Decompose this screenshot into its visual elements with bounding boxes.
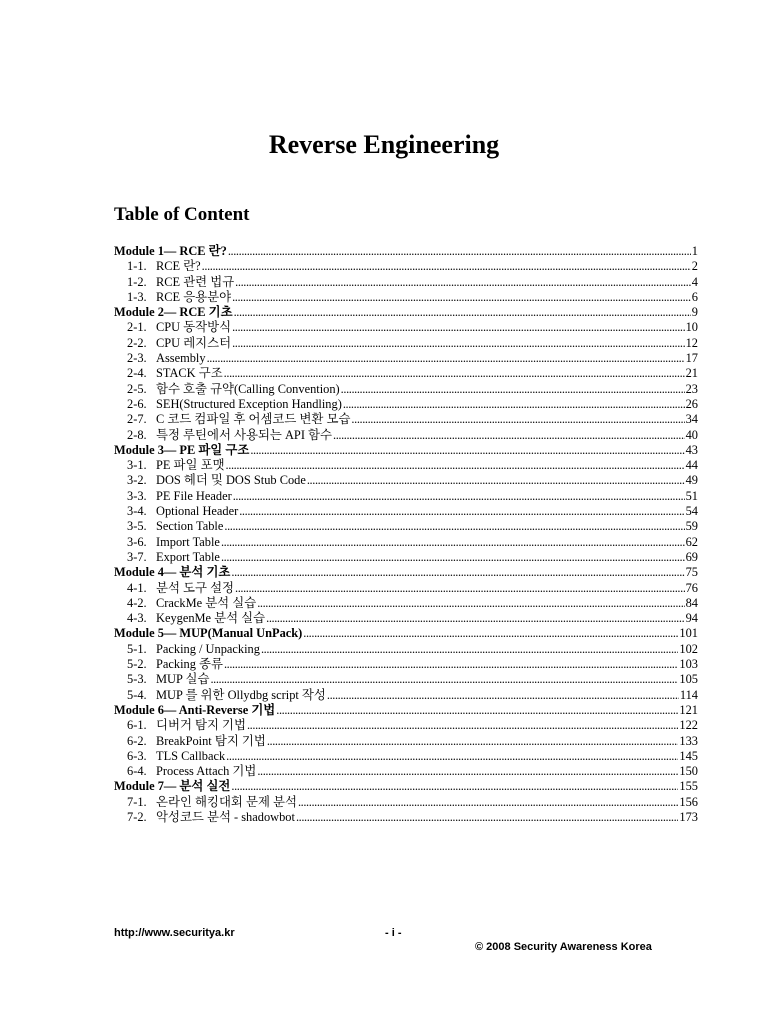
toc-page-number: 26 xyxy=(685,396,698,411)
toc-page-number: 150 xyxy=(679,764,698,779)
footer-copyright: © 2008 Security Awareness Korea xyxy=(475,941,652,953)
toc-entry-label: — Anti-Reverse 기법 xyxy=(163,702,276,717)
toc-dot-leader xyxy=(221,550,685,565)
toc-dot-leader xyxy=(250,443,684,458)
toc-entry-label: — 분석 기초 xyxy=(163,565,231,580)
toc-dot-leader xyxy=(202,259,691,274)
toc-entry-label: MUP 를 위한 Ollydbg script 작성 xyxy=(156,687,326,702)
document-title: Reverse Engineering xyxy=(268,130,500,159)
toc-dot-leader xyxy=(343,397,685,412)
toc-page-number: 21 xyxy=(685,366,698,381)
toc-entry-label: STACK 구조 xyxy=(156,366,223,381)
toc-entry-label: DOS 헤더 및 DOS Stub Code xyxy=(156,473,306,488)
toc-entry-number: Module 5 xyxy=(114,626,164,641)
toc-module-entry[interactable] xyxy=(114,779,698,794)
toc-entry-label: TLS Callback xyxy=(156,748,226,763)
toc-dot-leader xyxy=(226,458,685,473)
toc-section-entry[interactable] xyxy=(114,351,698,366)
toc-entry-label: SEH(Structured Exception Handling) xyxy=(156,396,342,411)
toc-entry-label: RCE 응용분야 xyxy=(156,289,232,304)
toc-dot-leader xyxy=(341,382,685,397)
toc-dot-leader xyxy=(247,718,678,733)
toc-entry-number: 6-1. xyxy=(127,718,147,733)
toc-section-entry[interactable] xyxy=(114,489,698,504)
toc-section-entry[interactable] xyxy=(114,596,698,611)
toc-section-entry[interactable] xyxy=(114,642,698,657)
toc-page-number: 114 xyxy=(679,687,698,702)
toc-entry-number: 3-7. xyxy=(127,549,147,564)
toc-dot-leader xyxy=(257,764,678,779)
toc-page-number: 43 xyxy=(685,442,698,457)
toc-entry-number: 2-3. xyxy=(127,351,147,366)
toc-page-number: 2 xyxy=(691,259,698,274)
toc-entry-label: Import Table xyxy=(156,534,220,549)
toc-section-entry[interactable] xyxy=(114,795,698,810)
toc-entry-number: 3-6. xyxy=(127,534,147,549)
toc-page-number: 75 xyxy=(685,565,698,580)
toc-entry-number: Module 6 xyxy=(114,702,164,717)
toc-module-entry[interactable] xyxy=(114,626,698,641)
toc-page-number: 133 xyxy=(679,733,698,748)
toc-entry-number: 3-3. xyxy=(127,488,147,503)
toc-page-number: 34 xyxy=(685,412,698,427)
toc-dot-leader xyxy=(232,290,691,305)
toc-entry-number: 7-2. xyxy=(127,809,147,824)
toc-section-entry[interactable] xyxy=(114,428,698,443)
toc-entry-number: 3-5. xyxy=(127,519,147,534)
toc-section-entry[interactable] xyxy=(114,657,698,672)
toc-dot-leader xyxy=(239,504,684,519)
toc-entry-label: 디버거 탐지 기법 xyxy=(156,718,246,733)
toc-page-number: 103 xyxy=(679,657,698,672)
toc-entry-number: 1-3. xyxy=(127,289,147,304)
toc-dot-leader xyxy=(224,657,678,672)
toc-entry-label: — PE 파일 구조 xyxy=(163,442,250,457)
toc-entry-number: Module 1 xyxy=(114,244,164,258)
toc-entry-label: Section Table xyxy=(156,519,224,534)
toc-dot-leader xyxy=(266,611,684,626)
toc-dot-leader xyxy=(298,795,678,810)
toc-entry-label: 악성코드 분석 - shadowbot xyxy=(156,809,295,824)
toc-entry-label: 온라인 해킹대회 문제 분석 xyxy=(156,794,297,809)
toc-dot-leader xyxy=(235,581,685,596)
toc-entry-number: 3-1. xyxy=(127,458,147,473)
toc-section-entry[interactable] xyxy=(114,734,698,749)
toc-entry-label: RCE 관련 법규 xyxy=(156,274,235,289)
toc-entry-label: Packing / Unpacking xyxy=(156,641,260,656)
toc-page-number: 40 xyxy=(685,427,698,442)
toc-entry-number: 6-3. xyxy=(127,748,147,763)
footer-page-number: - i - xyxy=(385,927,402,939)
toc-section-entry[interactable] xyxy=(114,718,698,733)
toc-page-number: 4 xyxy=(691,274,698,289)
toc-page-number: 49 xyxy=(685,473,698,488)
toc-entry-label: Optional Header xyxy=(156,504,239,519)
toc-dot-leader xyxy=(224,366,685,381)
toc-page-number: 9 xyxy=(691,305,698,320)
toc-entry-number: 3-2. xyxy=(127,473,147,488)
toc-entry-label: CPU 레지스터 xyxy=(156,335,232,350)
toc-page-number: 156 xyxy=(679,794,698,809)
toc-entry-number: 2-1. xyxy=(127,320,147,335)
toc-entry-label: — RCE 기초 xyxy=(163,305,233,320)
toc-page-number: 10 xyxy=(685,320,698,335)
toc-entry-label: CrackMe 분석 실습 xyxy=(156,595,257,610)
toc-entry-label: PE File Header xyxy=(156,488,232,503)
toc-entry-label: CPU 동작방식 xyxy=(156,320,232,335)
toc-dot-leader xyxy=(207,351,685,366)
toc-dot-leader xyxy=(261,642,678,657)
toc-page-number: 101 xyxy=(679,626,698,641)
toc-page-number: 173 xyxy=(679,809,698,824)
toc-section-entry[interactable] xyxy=(114,259,698,274)
toc-section-entry[interactable] xyxy=(114,764,698,779)
toc-entry-label: 특정 루틴에서 사용되는 API 함수 xyxy=(156,427,332,442)
toc-section-entry[interactable] xyxy=(114,473,698,488)
toc-module-entry[interactable] xyxy=(114,305,698,320)
toc-page-number: 23 xyxy=(685,381,698,396)
toc-page-number: 17 xyxy=(685,351,698,366)
toc-entry-number: Module 2 xyxy=(114,305,164,320)
toc-entry-number: 3-4. xyxy=(127,504,147,519)
toc-section-entry[interactable] xyxy=(114,382,698,397)
toc-module-entry[interactable] xyxy=(114,244,698,259)
toc-section-entry[interactable] xyxy=(114,672,698,687)
toc-page-number: 155 xyxy=(679,779,698,794)
toc-entry-label: Export Table xyxy=(156,549,220,564)
toc-dot-leader xyxy=(303,626,678,641)
toc-dot-leader xyxy=(351,412,684,427)
toc-entry-number: 5-1. xyxy=(127,641,147,656)
toc-entry-number: 5-2. xyxy=(127,657,147,672)
toc-entry-number: 2-4. xyxy=(127,366,147,381)
toc-page-number: 6 xyxy=(691,289,698,304)
toc-section-entry[interactable] xyxy=(114,810,698,825)
toc-section-entry[interactable] xyxy=(114,688,698,703)
toc-entry-label: 분석 도구 설정 xyxy=(156,580,235,595)
toc-page-number: 69 xyxy=(685,549,698,564)
toc-entry-label: Process Attach 기법 xyxy=(156,764,257,779)
toc-entry-number: 5-3. xyxy=(127,672,147,687)
toc-dot-leader xyxy=(234,305,691,320)
toc-heading: Table of Content xyxy=(114,204,250,225)
toc-entry-number: 6-4. xyxy=(127,764,147,779)
toc-entry-number: 7-1. xyxy=(127,794,147,809)
footer-url[interactable]: http://www.securitya.kr xyxy=(114,927,235,939)
toc-dot-leader xyxy=(267,734,679,749)
toc-entry-label: C 코드 컴파일 후 어셈코드 변환 모습 xyxy=(156,412,351,427)
toc-entry-label: RCE 란? xyxy=(156,259,201,274)
toc-section-entry[interactable] xyxy=(114,611,698,626)
toc-dot-leader xyxy=(232,320,685,335)
toc-entry-label: 함수 호출 규약(Calling Convention) xyxy=(156,381,340,396)
toc-entry-number: 1-2. xyxy=(127,274,147,289)
toc-module-entry[interactable] xyxy=(114,443,698,458)
toc-page-number: 12 xyxy=(685,335,698,350)
toc-entry-label: — 분석 실전 xyxy=(163,779,231,794)
toc-section-entry[interactable] xyxy=(114,749,698,764)
toc-page-number: 51 xyxy=(685,488,698,503)
toc-dot-leader xyxy=(296,810,678,825)
toc-section-entry[interactable] xyxy=(114,550,698,565)
toc-page-number: 59 xyxy=(685,519,698,534)
toc-entry-label: KeygenMe 분석 실습 xyxy=(156,611,266,626)
toc-entry-label: Assembly xyxy=(156,351,206,366)
toc-dot-leader xyxy=(231,779,678,794)
toc-section-entry[interactable] xyxy=(114,458,698,473)
toc-entry-number: 2-5. xyxy=(127,381,147,396)
toc-page-number: 122 xyxy=(679,718,698,733)
toc-entry-number: 2-2. xyxy=(127,335,147,350)
toc-section-entry[interactable] xyxy=(114,336,698,351)
toc-page-number: 84 xyxy=(685,595,698,610)
toc-entry-number: 4-3. xyxy=(127,611,147,626)
toc-entry-label: Packing 종류 xyxy=(156,657,223,672)
toc-dot-leader xyxy=(232,336,685,351)
toc-entry-number: 4-1. xyxy=(127,580,147,595)
toc-entry-label: MUP 실습 xyxy=(156,672,210,687)
toc-section-entry[interactable] xyxy=(114,290,698,305)
toc-dot-leader xyxy=(221,535,685,550)
toc-section-entry[interactable] xyxy=(114,535,698,550)
toc-entry-label: PE 파일 포맷 xyxy=(156,458,225,473)
toc-entry-number: Module 4 xyxy=(114,565,164,580)
toc-dot-leader xyxy=(210,672,678,687)
toc-entry-label: — RCE 란? xyxy=(163,244,227,258)
toc-entry-number: 1-1. xyxy=(127,259,147,274)
toc-entry-number: 2-7. xyxy=(127,412,147,427)
toc-entry-number: 2-8. xyxy=(127,427,147,442)
toc-page-number: 94 xyxy=(685,611,698,626)
toc-page-number: 102 xyxy=(679,641,698,656)
toc-entry-number: Module 7 xyxy=(114,779,164,794)
toc-entry-number: Module 3 xyxy=(114,442,164,457)
toc-dot-leader xyxy=(233,489,685,504)
toc-dot-leader xyxy=(231,565,684,580)
toc-module-entry[interactable] xyxy=(114,565,698,580)
toc-dot-leader xyxy=(333,428,685,443)
toc-section-entry[interactable] xyxy=(114,581,698,596)
toc-section-entry[interactable] xyxy=(114,397,698,412)
toc-page-number: 76 xyxy=(685,580,698,595)
toc-dot-leader xyxy=(257,596,684,611)
toc-page-number: 54 xyxy=(685,504,698,519)
toc-page-number: 121 xyxy=(679,702,698,717)
toc-section-entry[interactable] xyxy=(114,275,698,290)
toc-entry-number: 5-4. xyxy=(127,687,147,702)
toc-dot-leader xyxy=(235,275,691,290)
toc-page-number: 145 xyxy=(679,748,698,763)
toc-dot-leader xyxy=(224,519,684,534)
toc-page-number: 62 xyxy=(685,534,698,549)
toc-entry-label: — MUP(Manual UnPack) xyxy=(163,626,303,641)
toc-entry-number: 2-6. xyxy=(127,396,147,411)
toc-section-entry[interactable] xyxy=(114,504,698,519)
toc-entry-number: 4-2. xyxy=(127,595,147,610)
toc-dot-leader xyxy=(228,244,691,259)
toc-dot-leader xyxy=(226,749,678,764)
toc-module-entry[interactable] xyxy=(114,703,698,718)
toc-dot-leader xyxy=(327,688,679,703)
toc-section-entry[interactable] xyxy=(114,412,698,427)
toc-entry-number: 6-2. xyxy=(127,733,147,748)
toc-entry-label: BreakPoint 탐지 기법 xyxy=(156,733,266,748)
toc-dot-leader xyxy=(276,703,678,718)
toc-dot-leader xyxy=(307,473,685,488)
toc-page-number: 44 xyxy=(685,458,698,473)
toc-section-entry[interactable] xyxy=(114,366,698,381)
toc-section-entry[interactable] xyxy=(114,519,698,534)
toc-page-number: 105 xyxy=(679,672,698,687)
table-of-contents xyxy=(114,244,698,825)
toc-page-number: 1 xyxy=(691,244,698,258)
toc-section-entry[interactable] xyxy=(114,320,698,335)
